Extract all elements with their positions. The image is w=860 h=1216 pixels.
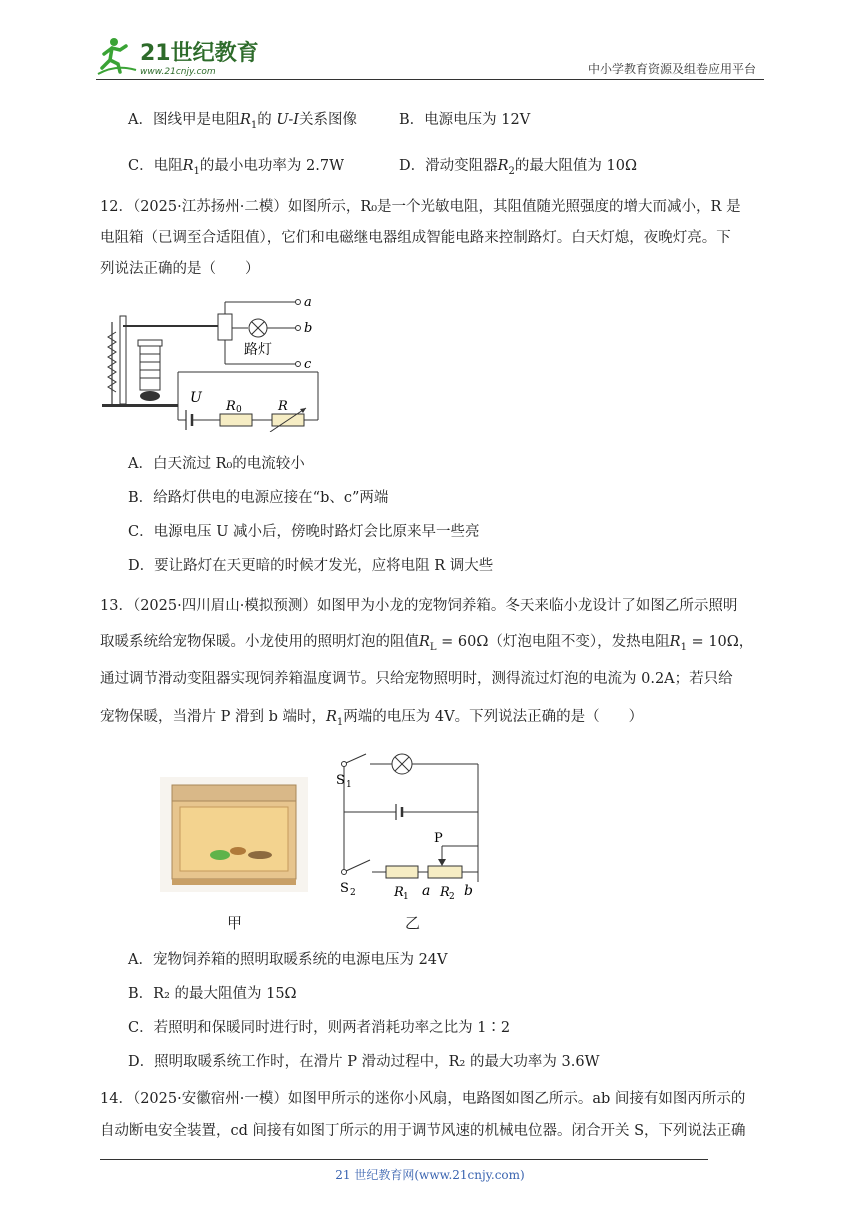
header-divider — [96, 79, 764, 80]
svg-text:U: U — [190, 390, 202, 406]
svg-text:c: c — [304, 357, 312, 372]
q13-stem-line-4: 宠物保暖，当滑片 P 滑到 b 端时，$R_1$两端的电压为 4V。下列说法正确的是（ ） — [100, 709, 644, 728]
q13-option-d: D．照明取暖系统工作时，在滑片 P 滑动过程中，R₂ 的最大功率为 3.6W — [128, 1054, 600, 1070]
svg-text:S: S — [336, 773, 345, 788]
q14-stem-line-2: 自动断电安全装置，cd 间接有如图丁所示的用于调节风速的机械电位器。闭合开关 S，下列说法正确 — [100, 1123, 746, 1139]
footer-link[interactable]: 21 世纪教育网(www.21cnjy.com) — [335, 1168, 525, 1182]
q12-circuit-diagram — [98, 292, 328, 432]
logo-url: www.21cnjy.com — [140, 67, 216, 77]
q12-option-d: D．要让路灯在天更暗的时候才发光，应将电阻 R 调大些 — [128, 558, 494, 574]
svg-text:2: 2 — [350, 888, 356, 898]
pet-box-photo — [160, 777, 308, 892]
runner-icon — [98, 38, 136, 74]
q11-option-a: A．图线甲是电阻$R_1$的 U-I关系图像 — [128, 112, 357, 131]
svg-text:路灯: 路灯 — [244, 342, 272, 358]
svg-text:P: P — [434, 831, 443, 846]
q14-stem-line-1: 14．（2025·安徽宿州·一模）如图甲所示的迷你小风扇，电路图如图乙所示。ab 间接有如图丙所示的 — [100, 1091, 746, 1107]
q12-stem-line-2: 电阻箱（已调至合适阻值），它们和电磁继电器组成智能电路来控制路灯。白天灯熄，夜晚灯亮。下 — [100, 230, 731, 246]
svg-text:1: 1 — [403, 892, 409, 902]
q11-option-d: D．滑动变阻器$R_2$的最大阻值为 10Ω — [399, 158, 638, 177]
svg-text:R: R — [278, 399, 288, 414]
svg-text:1: 1 — [346, 780, 352, 790]
q12-stem-line-3: 列说法正确的是（ ） — [100, 261, 260, 277]
q13-option-b: B．R₂ 的最大阻值为 15Ω — [128, 986, 297, 1002]
caption-jia: 甲 — [227, 914, 243, 932]
svg-text:2: 2 — [449, 892, 455, 902]
svg-text:b: b — [464, 883, 473, 899]
q13-circuit-diagram — [330, 750, 500, 910]
svg-text:R: R — [440, 885, 450, 900]
q13-option-a: A．宠物饲养箱的照明取暖系统的电源电压为 24V — [128, 952, 448, 968]
header-platform-title: 中小学教育资源及组卷应用平台 — [587, 62, 756, 76]
svg-text:b: b — [304, 321, 313, 336]
q13-option-c: C．若照明和保暖同时进行时，则两者消耗功率之比为 1∶2 — [128, 1020, 511, 1036]
svg-text:R: R — [226, 399, 236, 414]
svg-text:a: a — [422, 883, 431, 899]
footer-divider — [100, 1159, 708, 1160]
svg-text:0: 0 — [236, 405, 242, 415]
caption-yi: 乙 — [405, 914, 421, 932]
q12-option-a: A．白天流过 R₀的电流较小 — [128, 456, 305, 472]
q13-stem-line-1: 13．（2025·四川眉山·模拟预测）如图甲为小龙的宠物饲养箱。冬天来临小龙设计了如图乙所示照明 — [100, 598, 738, 614]
q11-option-b: B．电源电压为 12V — [399, 112, 531, 128]
svg-text:a: a — [304, 295, 312, 310]
logo — [96, 34, 266, 78]
q13-stem-line-2: 取暖系统给宠物保暖。小龙使用的照明灯泡的阻值$R_L = 60\Omega$（灯泡电阻不变），发热电阻$R_1 = 10\Omega$， — [100, 634, 754, 653]
svg-text:S: S — [340, 881, 349, 896]
q12-option-b: B．给路灯供电的电源应接在“b、c”两端 — [128, 490, 389, 506]
q13-stem-line-3: 通过调节滑动变阻器实现饲养箱温度调节。只给宠物照明时，测得流过灯泡的电流为 0.2A；若只给 — [100, 671, 733, 687]
q11-option-c: C．电阻$R_1$的最小电功率为 2.7W — [128, 158, 344, 177]
q12-stem-line-1: 12．（2025·江苏扬州·二模）如图所示，R₀是一个光敏电阻，其阻值随光照强度的增大而减小，R 是 — [100, 199, 741, 215]
q12-option-c: C．电源电压 U 减小后，傍晚时路灯会比原来早一些亮 — [128, 524, 480, 540]
logo-text: 21世纪教育 — [140, 41, 259, 66]
svg-text:R: R — [394, 885, 404, 900]
